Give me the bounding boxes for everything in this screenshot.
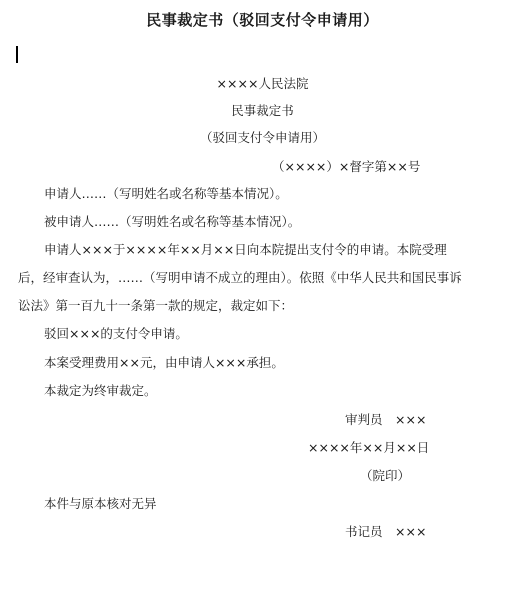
- certified-line: 本件与原本核对无异: [44, 496, 157, 511]
- case-number: （××××）×督字第××号: [272, 159, 421, 174]
- final-line: 本裁定为终审裁定。: [44, 383, 157, 398]
- respondent-line: 被申请人……（写明姓名或名称等基本情况）。: [44, 214, 301, 229]
- ruling-date: ××××年××月××日: [308, 440, 430, 455]
- doc-type: 民事裁定书: [231, 103, 294, 118]
- court-name: ××××人民法院: [216, 76, 309, 91]
- applicant-line: 申请人……（写明姓名或名称等基本情况）。: [44, 186, 288, 201]
- document-title: 民事裁定书（驳回支付令申请用）: [146, 11, 379, 29]
- judge-signature: 审判员 ×××: [345, 412, 427, 427]
- clerk-signature: 书记员 ×××: [345, 524, 427, 539]
- text-cursor[interactable]: [16, 46, 18, 63]
- body-paragraph-line-2: 后，经审查认为，……（写明申请不成立的理由）。依照《中华人民共和国民事诉: [18, 270, 462, 285]
- doc-subtitle: （驳回支付令申请用）: [199, 130, 325, 145]
- court-seal: （院印）: [360, 468, 411, 483]
- fee-line: 本案受理费用××元，由申请人×××承担。: [44, 355, 284, 370]
- body-paragraph-line-3: 讼法》第一百九十一条第一款的规定，裁定如下：: [18, 298, 294, 313]
- body-paragraph-line-1: 申请人×××于××××年××月××日向本院提出支付令的申请。本院受理: [44, 242, 447, 257]
- ruling-line: 驳回×××的支付令申请。: [44, 326, 188, 341]
